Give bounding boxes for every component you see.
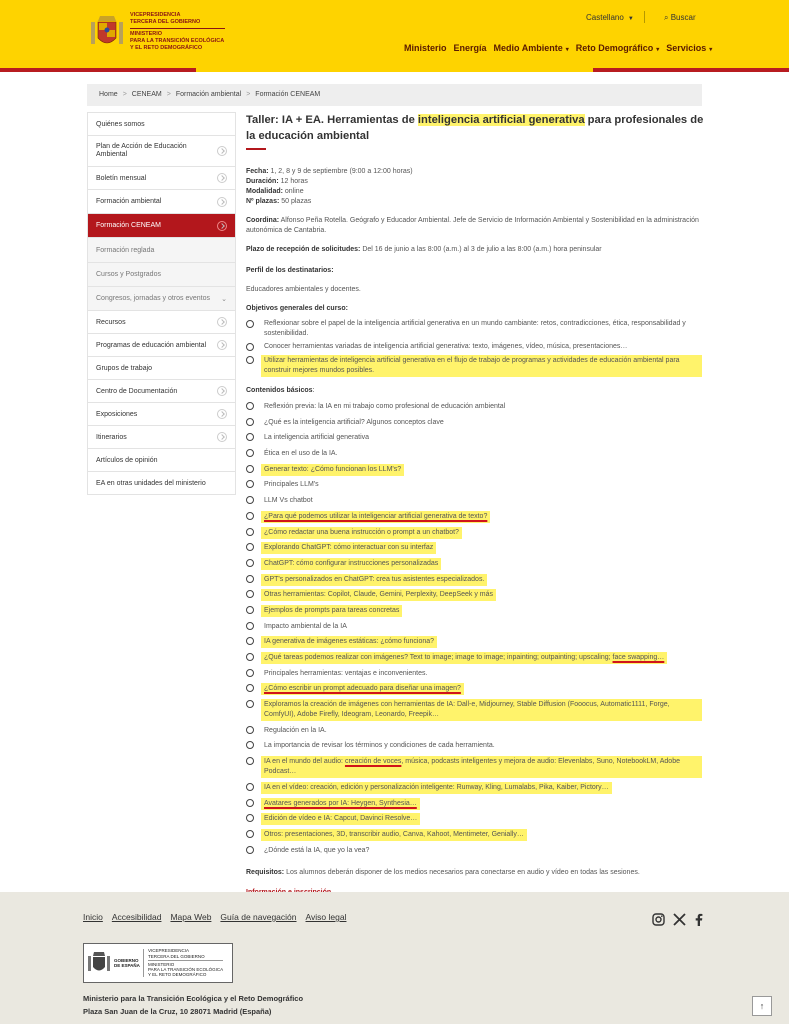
footer-link-inicio[interactable]: Inicio (83, 912, 103, 922)
coat-of-arms-icon (90, 12, 124, 52)
circle-bullet-icon (246, 418, 254, 426)
expand-icon[interactable] (217, 197, 227, 207)
sidebar-item-formacion-reglada[interactable] (87, 238, 236, 263)
logo-divider (130, 28, 225, 29)
title-underline (246, 148, 266, 150)
list-item-text: ¿Qué es la inteligencia artificial? Algunos conceptos clave (264, 418, 444, 426)
list-item-text: Edición de vídeo e IA: Capcut, Davinci Resolve… (261, 813, 420, 825)
list-item-text-part: ¿Qué tareas podemos realizar con imágenes? Text to image; image to image; inpainting; outpainting; upscaling; (264, 654, 613, 661)
duracion-row (246, 177, 702, 187)
circle-bullet-icon (246, 320, 254, 328)
chevron-down-icon: ▾ (565, 47, 569, 53)
list-item (246, 636, 702, 648)
sidebar-item-label: Exposiciones (96, 410, 138, 418)
breadcrumb-home[interactable]: Home (99, 91, 118, 98)
circle-bullet-icon (246, 433, 254, 441)
circle-bullet-icon (246, 741, 254, 749)
gov-line: DE ESPAÑA (114, 963, 140, 968)
expand-icon[interactable] (217, 340, 227, 350)
fecha-row (246, 167, 702, 177)
duracion-label: Duración: (246, 178, 279, 185)
circle-bullet-icon (246, 590, 254, 598)
sidebar-item-grupos[interactable] (87, 357, 236, 380)
sidebar-item-label: EA en otras unidades del ministerio (96, 479, 206, 487)
list-item (246, 668, 702, 680)
footer-links (83, 912, 346, 922)
nav-item-medio-ambiente[interactable] (494, 43, 569, 53)
circle-bullet-icon (246, 402, 254, 410)
language-label: Castellano (586, 13, 624, 22)
back-to-top-button[interactable] (752, 996, 772, 1016)
list-item (246, 845, 702, 857)
list-item-text: Otros: presentaciones, 3D, transcribir audio, Canva, Kahoot, Mentimeter, Genially… (261, 829, 527, 841)
list-item-text: Avatares generados por IA: Heygen, Synthesia… (261, 798, 420, 810)
circle-bullet-icon (246, 356, 254, 364)
list-item-text: La inteligencia artificial generativa (264, 434, 370, 442)
coordina-value: Alfonso Peña Rotella. Geógrafo y Educador Ambiental. Jefe de Servicio de Información Ambiental y Sostenibilidad en la administración autonómica de Cantabria. (246, 217, 699, 234)
list-item-text: IA en el vídeo: creación, edición y personalización inteligente: Runway, Kling, Lumalabs, Pika, Kaiber, Pictory… (261, 782, 612, 794)
plazo-label: Plazo de recepción de solicitudes: (246, 246, 361, 253)
logo-line: TERCERA DEL GOBIERNO (130, 19, 201, 25)
requisitos-label: Requisitos: (246, 868, 285, 876)
footer-link-mapa-web[interactable]: Mapa Web (170, 912, 212, 922)
sidebar-item-quienes-somos[interactable] (87, 112, 236, 136)
circle-bullet-icon (246, 726, 254, 734)
list-item-text: Principales LLM's (264, 481, 319, 489)
list-item-text: Reflexionar sobre el papel de la inteligencia artificial generativa en un mundo cambiante: retos, contradicciones, ética, responsabilidad y sostenibilidad. (264, 320, 686, 337)
list-item-text: Principales herramientas: ventajas e inconvenientes. (264, 669, 428, 677)
search-button[interactable] (664, 13, 696, 23)
list-item (246, 756, 702, 778)
title-part: para profesionales de la educación ambiental (246, 114, 704, 142)
stripe-red-left (0, 68, 196, 72)
circle-bullet-icon (246, 757, 254, 765)
sidebar-item-label: Quiénes somos (96, 120, 145, 128)
expand-icon[interactable] (217, 432, 227, 442)
nav-item-reto-demografico[interactable] (576, 43, 660, 53)
list-item (246, 574, 702, 586)
title-highlight: inteligencia artificial generativa (417, 114, 585, 126)
sidebar-item-programas[interactable] (87, 334, 236, 357)
search-label: Buscar (670, 13, 696, 22)
modalidad-value: online (282, 188, 304, 195)
sidebar-item-itinerarios[interactable] (87, 426, 236, 449)
list-item (246, 683, 702, 695)
list-item-text: Generar texto: ¿Cómo funcionan los LLM's? (261, 464, 404, 476)
list-item (246, 782, 702, 794)
chevron-down-icon: ▼ (627, 16, 634, 22)
social-links (652, 913, 703, 926)
coordina-paragraph (246, 216, 702, 236)
address-line: Ministerio para la Transición Ecológica y el Reto Demográfico (83, 994, 304, 1003)
facebook-icon[interactable] (694, 913, 703, 926)
sidebar-item-formacion-ambiental[interactable] (87, 190, 236, 214)
plazas-row (246, 197, 702, 207)
footer-address (83, 992, 303, 1018)
expand-icon[interactable] (217, 409, 227, 419)
circle-bullet-icon (246, 606, 254, 614)
plazo-value: Del 16 de junio a las 8:00 (a.m.) al 3 de julio a las 8:00 (a.m.) hora peninsular (360, 246, 602, 253)
list-item (246, 432, 702, 444)
list-item (246, 798, 702, 810)
breadcrumb-separator: > (246, 91, 251, 98)
nav-item-energia[interactable]: Energía (453, 43, 487, 53)
modalidad-label: Modalidad: (246, 188, 283, 195)
address-line: Plaza San Juan de la Cruz, 10 28071 Madrid (España) (83, 1007, 272, 1016)
breadcrumb-ceneam[interactable]: CENEAM (131, 91, 162, 98)
ministry-line: Y EL RETO DEMOGRÁFICO (148, 972, 207, 978)
coat-of-arms-icon (88, 950, 110, 976)
site-footer (0, 892, 789, 1024)
chevron-down-icon: ▾ (709, 47, 713, 53)
circle-bullet-icon (246, 637, 254, 645)
logo-line: Y EL RETO DEMOGRÁFICO (130, 45, 203, 51)
list-item-text: Conocer herramientas variadas de inteligencia artificial generativa: texto, imágenes, vídeo, música, presentaciones… (264, 343, 628, 350)
contenidos-list (246, 401, 702, 857)
chevron-down-icon: ▾ (656, 47, 660, 53)
list-item-text: Ética en el uso de la IA. (264, 450, 338, 458)
circle-bullet-icon (246, 512, 254, 520)
list-item (246, 417, 702, 429)
list-item (246, 479, 702, 491)
nav-label: Medio Ambiente (493, 43, 563, 53)
expand-icon[interactable] (217, 173, 227, 183)
list-item (246, 813, 702, 825)
circle-bullet-icon (246, 465, 254, 473)
language-selector[interactable] (586, 13, 634, 22)
circle-bullet-icon (246, 653, 254, 661)
search-icon: ⌕ (664, 13, 669, 22)
sidebar-item-label: Artículos de opinión (96, 456, 158, 464)
ministry-line: PARA LA TRANSICIÓN ECOLÓGICA (148, 967, 224, 973)
nav-item-servicios[interactable] (666, 43, 712, 53)
sidebar-item-recursos[interactable] (87, 311, 236, 334)
sidebar (87, 112, 236, 495)
duracion-value: 12 horas (278, 178, 308, 185)
plazo-paragraph (246, 245, 702, 255)
list-item-text: ChatGPT: cómo configurar instrucciones personalizadas (261, 558, 441, 570)
circle-bullet-icon (246, 684, 254, 692)
list-item-text: Ejemplos de prompts para tareas concretas (261, 605, 402, 617)
footer-link-guia[interactable]: Guía de navegación (220, 912, 297, 922)
expand-icon[interactable] (217, 146, 227, 156)
fecha-label: Fecha: (246, 168, 269, 175)
ministry-name (130, 12, 225, 52)
list-item-text-underlined: creación de voces (344, 758, 402, 766)
objetivos-heading: Objetivos generales del curso: (246, 305, 348, 312)
list-item (246, 464, 702, 476)
list-item-text: Explorando ChatGPT: cómo interactuar con su interfaz (261, 542, 436, 554)
circle-bullet-icon (246, 575, 254, 583)
sidebar-item-congresos[interactable] (87, 287, 236, 311)
list-item (246, 342, 702, 352)
ministry-divider (148, 960, 223, 961)
logo-line: MINISTERIO (130, 31, 163, 37)
list-item (246, 511, 702, 523)
sidebar-item-label: Grupos de trabajo (96, 364, 153, 372)
sidebar-item-label: Cursos y Postgrados (96, 271, 161, 278)
nav-label: Reto Demográfico (575, 43, 654, 53)
instagram-icon[interactable] (652, 913, 665, 926)
list-item (246, 725, 702, 737)
list-item (246, 319, 702, 339)
sidebar-item-label: Itinerarios (96, 433, 127, 441)
sidebar-item-boletin[interactable] (87, 167, 236, 190)
requisitos-value: Los alumnos deberán disponer de los medios necesarios para conectarse en audio y vídeo en todas las sesiones. (284, 868, 640, 876)
list-item-text: Reflexión previa: la IA en mi trabajo como profesional de educación ambiental (264, 403, 506, 410)
breadcrumb-separator: > (166, 91, 171, 98)
ministry-label (144, 948, 223, 977)
circle-bullet-icon (246, 622, 254, 630)
perfil-heading: Perfil de los destinatarios: (246, 267, 334, 274)
arrow-up-icon: ↑ (759, 1001, 765, 1011)
gobierno-label (114, 949, 144, 977)
sidebar-item-exposiciones[interactable] (87, 403, 236, 426)
modalidad-row (246, 187, 702, 197)
site-header (0, 0, 789, 68)
coordina-label: Coordina: (246, 217, 280, 224)
circle-bullet-icon (246, 700, 254, 708)
list-item (246, 699, 702, 721)
sidebar-item-documentacion[interactable] (87, 380, 236, 403)
circle-bullet-icon (246, 480, 254, 488)
list-item (246, 589, 702, 601)
sidebar-item-label: Formación reglada (96, 246, 155, 254)
list-item (246, 495, 702, 507)
sidebar-item-label: Plan de Acción de Educación Ambiental (96, 143, 187, 158)
circle-bullet-icon (246, 559, 254, 567)
x-icon[interactable] (673, 913, 686, 926)
sidebar-item-plan-accion[interactable] (87, 136, 236, 167)
contenidos-heading-text: Contenidos básicos (246, 387, 313, 394)
sidebar-item-label: Programas de educación ambiental (96, 341, 207, 349)
logo-line: VICEPRESIDENCIA (130, 12, 181, 18)
sidebar-item-label: Boletín mensual (96, 174, 147, 182)
circle-bullet-icon (246, 846, 254, 854)
list-item-text-part: , música, podcasts inteligentes y mejora de audio: Elevenlabs, Suno, NotebookLM, Adobe Podcast… (264, 758, 680, 776)
chevron-down-icon[interactable]: ⌄ (221, 295, 227, 303)
circle-bullet-icon (246, 528, 254, 536)
list-item-text: IA generativa de imágenes estáticas: ¿cómo funciona? (261, 636, 437, 648)
course-info (246, 167, 702, 207)
objetivos-list (246, 319, 702, 377)
circle-bullet-icon (246, 343, 254, 351)
ministry-line: MINISTERIO (148, 961, 175, 967)
stripe-red-right (593, 68, 789, 72)
gov-line: GOBIERNO (114, 958, 139, 963)
list-item-text (261, 652, 667, 664)
list-item (246, 542, 702, 554)
ministry-line: TERCERA DEL GOBIERNO (148, 953, 205, 959)
list-item-text: ¿Cómo redactar una buena instrucción o prompt a un chatbot? (261, 527, 462, 539)
list-item-text: Impacto ambiental de la IA (264, 622, 347, 630)
breadcrumb-current: Formación CENEAM (255, 91, 321, 98)
circle-bullet-icon (246, 799, 254, 807)
list-item-text: Utilizar herramientas de inteligencia artificial generativa en el flujo de trabajo de programas y actividades de educación ambiental para construir mejores mundos posibles. (261, 355, 702, 377)
sidebar-item-formacion-ceneam[interactable] (87, 214, 236, 238)
fecha-value: 1, 2, 8 y 9 de septiembre (9:00 a 12:00 horas) (268, 168, 413, 175)
heading-colon: : (312, 387, 315, 394)
nav-label: Servicios (666, 43, 707, 53)
list-item (246, 605, 702, 617)
list-item-text: Otras herramientas: Copilot, Claude, Gemini, Perplexity, DeepSeek y más (261, 589, 496, 601)
sidebar-item-label: Formación ambiental (96, 198, 162, 205)
sidebar-item-articulos[interactable] (87, 449, 236, 472)
sidebar-item-label: Formación CENEAM (96, 222, 161, 229)
title-part: Taller: IA + EA. Herramientas de (246, 114, 418, 126)
breadcrumb-separator: > (122, 91, 127, 98)
nav-item-ministerio[interactable]: Ministerio (404, 43, 447, 53)
sidebar-item-ea-otras[interactable] (87, 472, 236, 495)
main-content (246, 112, 702, 897)
list-item-text (261, 756, 702, 778)
header-divider (644, 11, 645, 23)
list-item (246, 621, 702, 633)
perfil-text: Educadores ambientales y docentes. (246, 286, 361, 293)
breadcrumb-formacion-ambiental[interactable]: Formación ambiental (175, 91, 242, 98)
list-item-text: ¿Dónde está la IA, que yo la vea? (264, 846, 370, 854)
circle-bullet-icon (246, 669, 254, 677)
list-item (246, 558, 702, 570)
requisitos-paragraph (246, 869, 702, 876)
list-item-text-underlined: face swapping… (612, 654, 665, 661)
list-item-text: GPT's personalizados en ChatGPT: crea tus asistentes especializados. (261, 574, 487, 586)
footer-link-aviso-legal[interactable]: Aviso legal (305, 912, 347, 922)
footer-link-accesibilidad[interactable]: Accesibilidad (111, 912, 162, 922)
ministry-logo[interactable] (90, 12, 225, 52)
expand-icon[interactable] (217, 221, 227, 231)
list-item (246, 740, 702, 752)
circle-bullet-icon (246, 449, 254, 457)
circle-bullet-icon (246, 814, 254, 822)
list-item-text: La importancia de revisar los términos y condiciones de cada herramienta. (264, 742, 495, 750)
sidebar-item-label: Recursos (96, 318, 126, 326)
circle-bullet-icon (246, 830, 254, 838)
circle-bullet-icon (246, 783, 254, 791)
circle-bullet-icon (246, 496, 254, 504)
list-item-text: Regulación en la IA. (264, 726, 327, 734)
list-item-text: ¿Para qué podemos utilizar la inteligenciar artificial generativa de texto? (261, 511, 490, 523)
list-item-text: LLM Vs chatbot (264, 497, 313, 505)
list-item (246, 448, 702, 460)
page-title (246, 112, 706, 144)
expand-icon[interactable] (217, 317, 227, 327)
contenidos-heading (246, 387, 702, 394)
main-nav (404, 43, 712, 53)
logo-line: PARA LA TRANSICIÓN ECOLÓGICA (130, 38, 225, 44)
list-item-text: ¿Cómo escribir un prompt adecuado para diseñar una imagen? (261, 683, 464, 695)
expand-icon[interactable] (217, 386, 227, 396)
header-stripe (0, 68, 789, 72)
sidebar-item-label: Centro de Documentación (96, 387, 178, 395)
breadcrumb (87, 84, 702, 106)
plazas-value: 50 plazas (279, 198, 312, 205)
list-item (246, 829, 702, 841)
plazas-label: Nº plazas: (246, 198, 280, 205)
list-item (246, 401, 702, 413)
sidebar-item-cursos[interactable] (87, 263, 236, 287)
footer-government-logo[interactable] (83, 943, 233, 983)
circle-bullet-icon (246, 543, 254, 551)
list-item (246, 355, 702, 377)
list-item (246, 527, 702, 539)
list-item-text-part: IA en el mundo del audio: (264, 758, 345, 766)
list-item (246, 652, 702, 664)
ministry-line: VICEPRESIDENCIA (148, 948, 190, 954)
sidebar-item-label: Congresos, jornadas y otros eventos (96, 295, 211, 302)
list-item-text: Exploramos la creación de imágenes con herramientas de IA: Dall-e, Midjourney, Stable Diffusion (Fooocus, Automatic1111, Forge, ComfyUI), Adobe Firefly, Ideogram, Leonardo, Freepik… (261, 699, 702, 721)
